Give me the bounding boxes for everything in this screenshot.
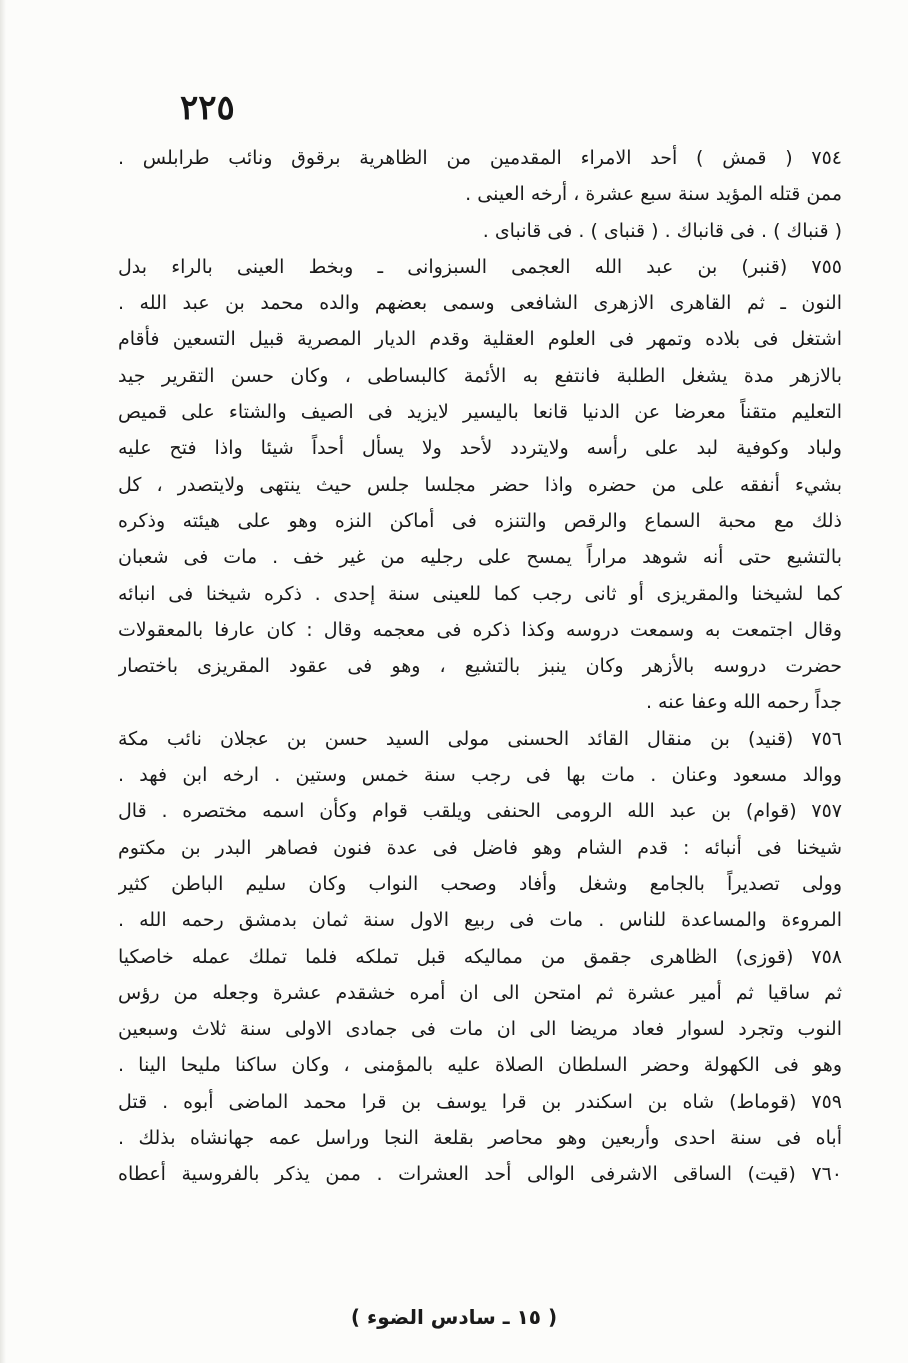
text-line: ٧٥٥ (قنبر) بن عبد الله العجمى السبزوانى ـ وبخط العينى بالراء بدل [118,255,842,278]
text-line: ٧٥٧ (قوام) بن عبد الله الرومى الحنفى ويلقب قوام وكأن اسمه مختصره . قال [118,800,842,823]
text-line: اشتغل فى بلاده وتمهر فى العلوم العقلية وقدم الديار المصرية قبيل التسعين فأقام [118,328,842,351]
text-line: حضرت دروسه بالأزهر وكان ينبز بالتشيع ، وهو فى عقود المقريزى باختصار [118,655,842,678]
text-line: بشيء أنفقه على من حضره واذا حضر مجلسا جلس حيث ينتهى ولايتصدر ، كل [118,473,842,496]
text-line: المروءة والمساعدة للناس . مات فى ربيع الاول سنة ثمان بدمشق رحمه الله . [118,909,842,932]
text-line: ٧٥٦ (قنيد) بن منقال القائد الحسنى مولى السيد حسن بن عجلان نائب مكة [118,727,842,750]
text-line: ٧٥٤ ( قمش ) أحد الامراء المقدمين من الظاهرية برقوق ونائب طرابلس . [118,147,842,169]
text-line: النون ـ ثم القاهرى الازهرى الشافعى وسمى بعضهم والده محمد بن عبد الله . [118,292,842,315]
text-line: جداً رحمه الله وعفا عنه . [645,691,842,714]
text-line: النوب وتجرد لسوار فعاد مريضا الى ان مات فى جمادى الاولى سنة ثلاث وسبعين [118,1018,842,1041]
text-line: ( قنباك ) . فى قانباك . ( قنباى ) . فى قانباى . [482,219,842,242]
text-line: بالازهر مدة يشغل الطلبة فانتفع به الأئمة كالبساطى ، وكان حسن التقرير جيد [118,364,842,387]
text-line: وقال اجتمعت به وسمعت دروسه وكذا ذكره فى معجمه وقال : كان عارفا بالمعقولات [118,618,842,641]
text-line: التعليم متقناً معرضا عن الدنيا قانعا باليسير لايزيد فى الصيف والشتاء على قميص [118,401,842,424]
text-line: ٧٦٠ (قيت) الساقى الاشرفى الوالى أحد العشرات . ممن يذكر بالفروسية أعطاه [118,1163,842,1186]
signature-mark: ( ١٥ ـ سادس الضوء ) [350,1305,558,1329]
page-number: ٢٢٥ [180,88,235,128]
text-line: شيخنا فى أنبائه : قدم الشام وهو فاضل فى عدة فنون فصاهر البدر بن مكتوم [118,836,842,859]
text-line: ممن قتله المؤيد سنة سبع عشرة ، أرخه العينى . [465,183,842,206]
text-line: ثم ساقيا ثم أمير عشرة ثم امتحن الى ان أمره خشقدم عشرة وجعله من رؤس [118,981,842,1004]
text-line: أباه فى سنة احدى وأربعين وهو محاصر بقلعة النجا وراسل عمه جهانشاه بذلك . [118,1127,842,1150]
scan-edge-shadow [0,0,6,1363]
text-line: ولباد وكوفية لبد على رأسه ولايتردد لأحد ولا يسأل أحداً شيئا واذا فتح عليه [118,437,842,460]
text-line: ٧٥٨ (قوزى) الظاهرى جقمق من مماليكه قبل تملكه فلما تملك عمله خاصكيا [118,945,842,968]
body-text [118,140,842,1193]
text-line: كما لشيخنا والمقريزى أو ثانى رجب كما للعينى سنة إحدى . ذكره شيخنا فى انبائه [118,582,842,605]
text-line: ٧٥٩ (قوماط) شاه بن اسكندر بن قرا يوسف بن قرا محمد الماضى أبوه . قتل [118,1090,842,1113]
text-line: وولى تصديراً بالجامع وشغل وأفاد وصحب النواب وكان سليم الباطن كثير [118,872,842,895]
text-line: بالتشيع حتى أنه شوهد مراراً يمسح على رجليه من غير خف . مات فى شعبان [118,546,842,569]
text-line: وهو فى الكهولة وحضر السلطان الصلاة عليه بالمؤمنى ، وكان ساكنا مليحا الينا . [118,1054,842,1077]
text-line: ذلك مع محبة السماع والرقص والتنزه فى أماكن النزه وهو على هيئته وذكره [118,509,842,532]
text-line: ووالد مسعود وعنان . مات بها فى رجب سنة خمس وستين . ارخه ابن فهد . [118,764,842,787]
